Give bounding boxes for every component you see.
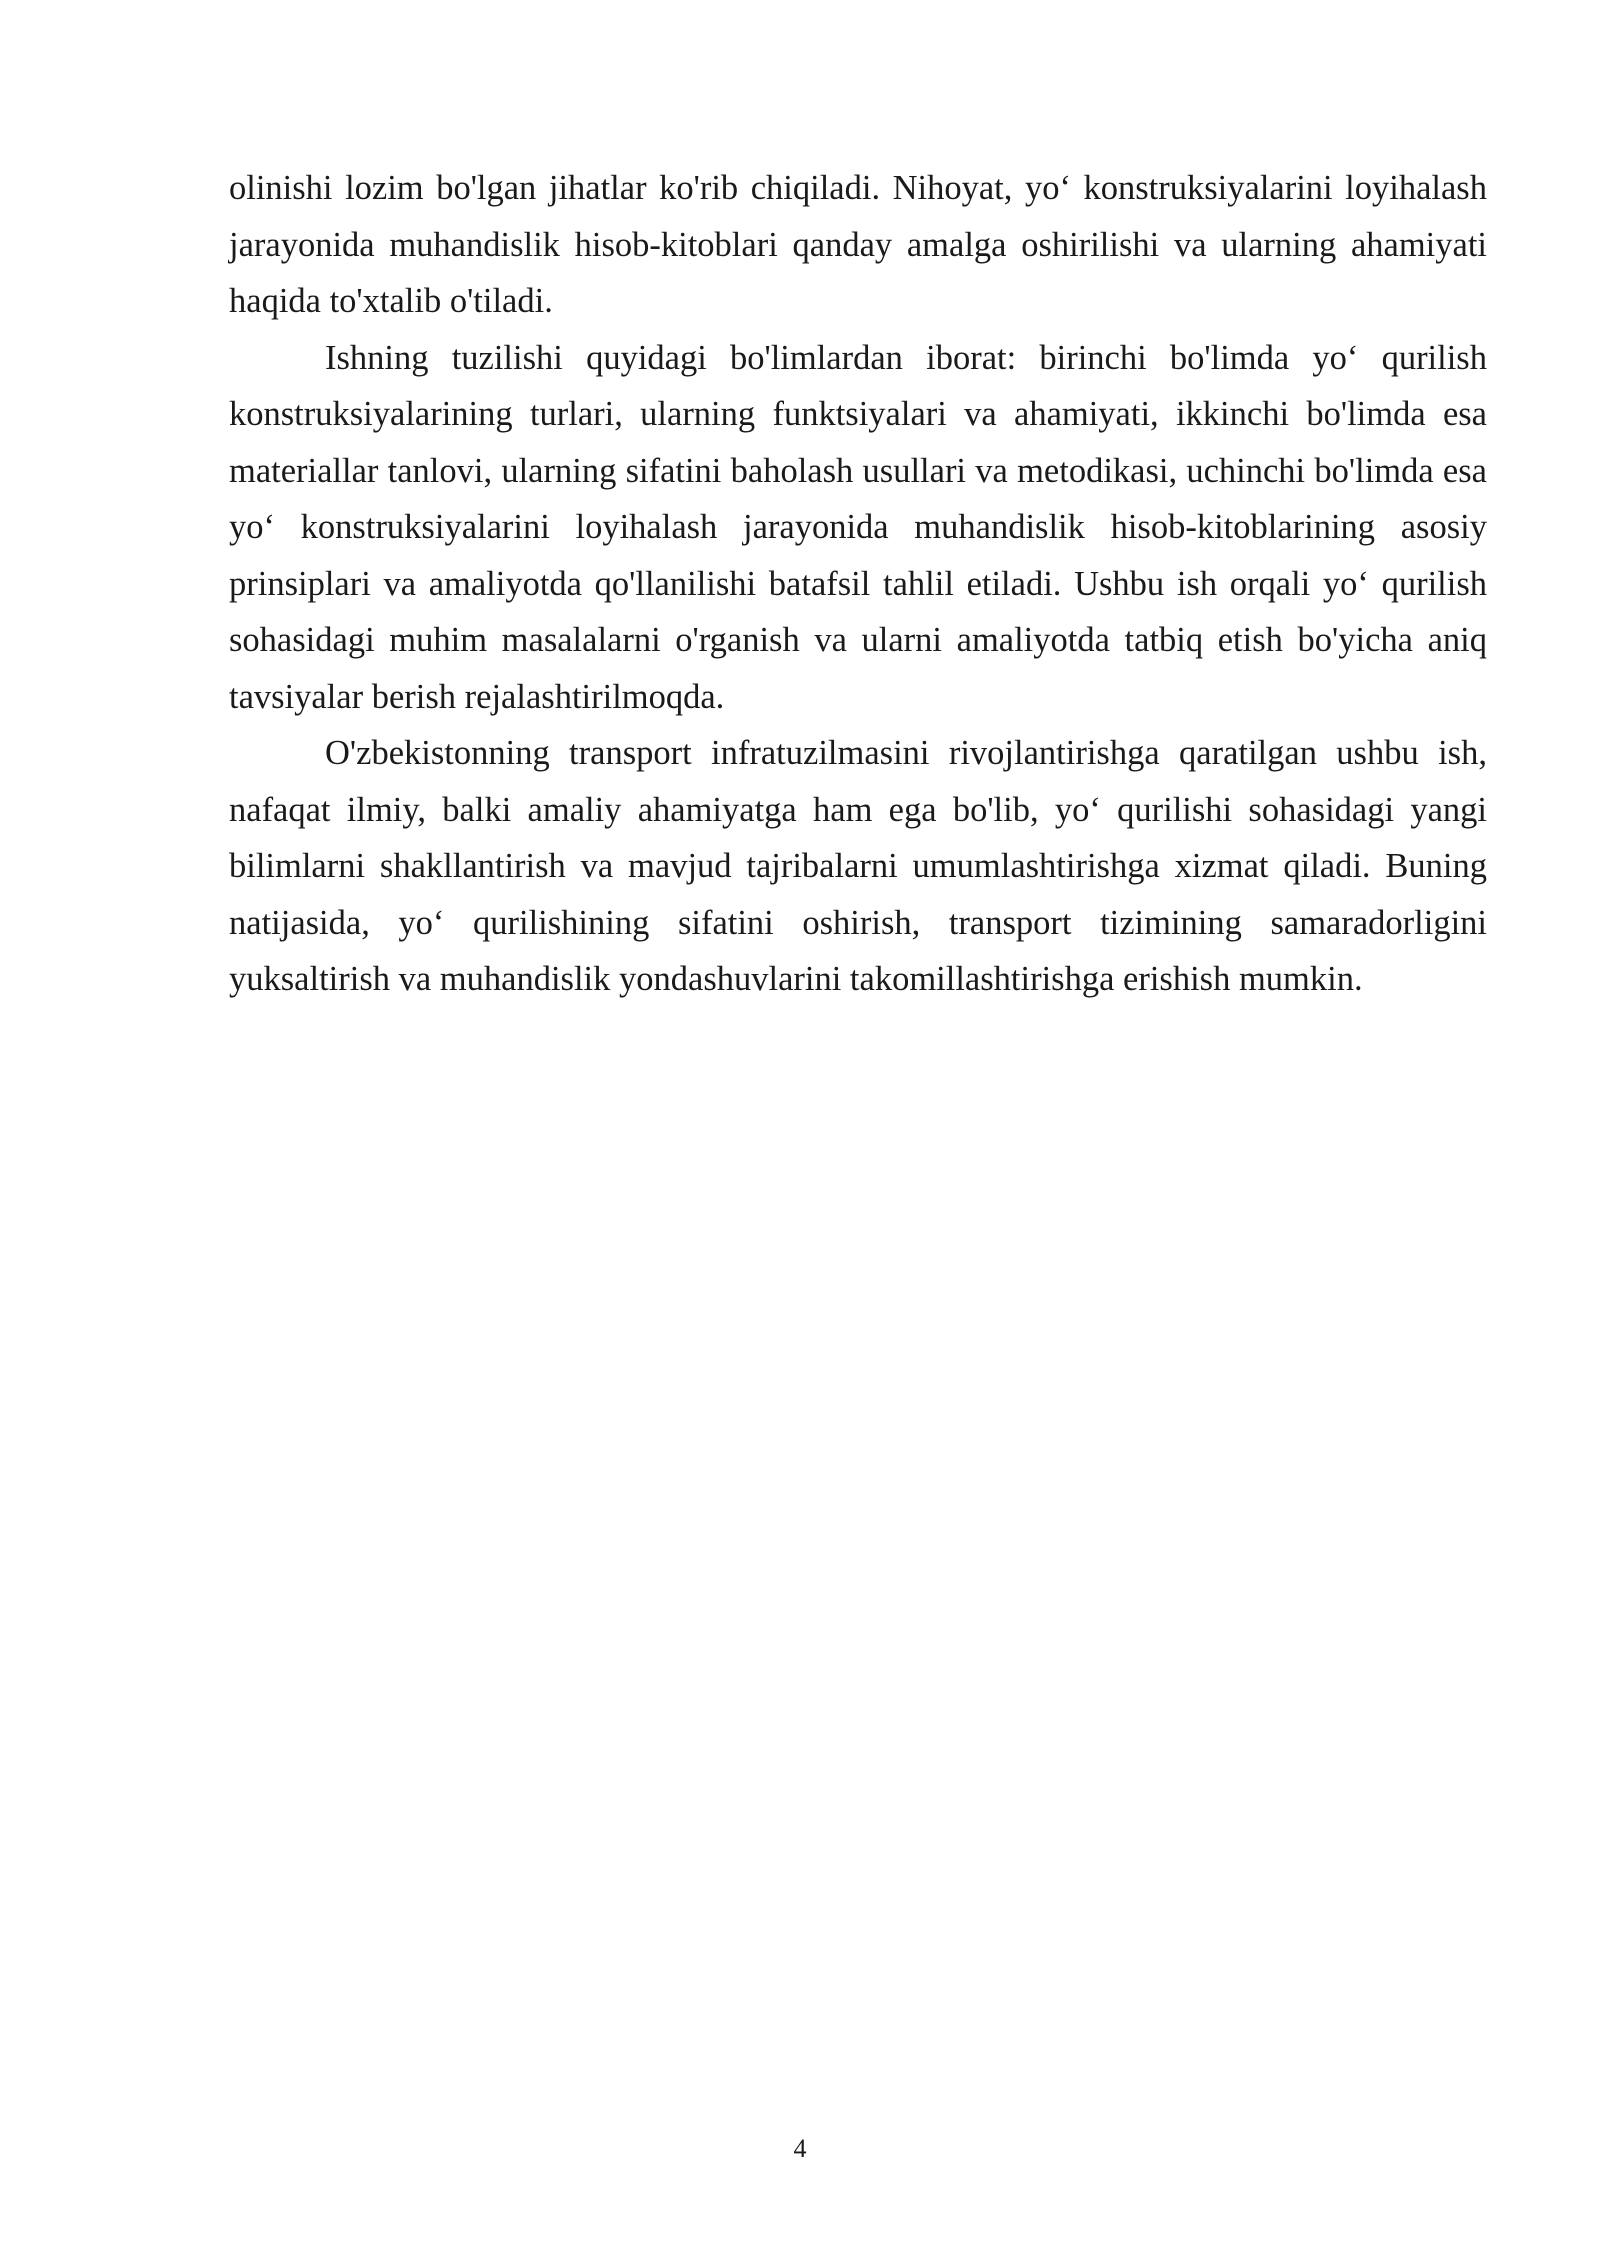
paragraph-continuation: olinishi lozim bo'lgan jihatlar ko'rib chiqiladi. Nihoyat, yo‘ konstruksiyalarini loyihalash jarayonida muhandislik hisob-kitoblari qanday amalga oshirilishi va ularning ahamiyati haqida to'xtalib o'tiladi. <box>229 169 1487 320</box>
paragraph-structure: Ishning tuzilishi quyidagi bo'limlardan iborat: birinchi bo'limda yo‘ qurilish konstruksiyalarining turlari, ularning funktsiyalari va ahamiyati, ikkinchi bo'limda esa materiallar tanlovi, ularning sifatini baholash usullari va metodikasi, uchinchi bo'limda esa yo‘ konstruksiyalarini loyihalash jarayonida muhandislik hisob-kitoblarining asosiy prinsiplari va amaliyotda qo'llanilishi batafsil tahlil etiladi. Ushbu ish orqali yo‘ qurilish sohasidagi muhim masalalarni o'rganish va ularni amaliyotda tatbiq etish bo'yicha aniq tavsiyalar berish rejalashtirilmoqda. <box>229 338 1487 716</box>
paragraph-significance: O'zbekistonning transport infratuzilmasini rivojlantirishga qaratilgan ushbu ish, nafaqat ilmiy, balki amaliy ahamiyatga ham ega bo'lib, yo‘ qurilishi sohasidagi yangi bilimlarni shakllantirish va mavjud tajribalarni umumlashtirishga xizmat qiladi. Buning natijasida, yo‘ qurilishining sifatini oshirish, transport tizimining samaradorligini yuksaltirish va muhandislik yondashuvlarini takomillashtirishga erishish mumkin. <box>229 734 1487 998</box>
page-number: 4 <box>793 2134 807 2163</box>
body-text <box>229 160 1487 1008</box>
